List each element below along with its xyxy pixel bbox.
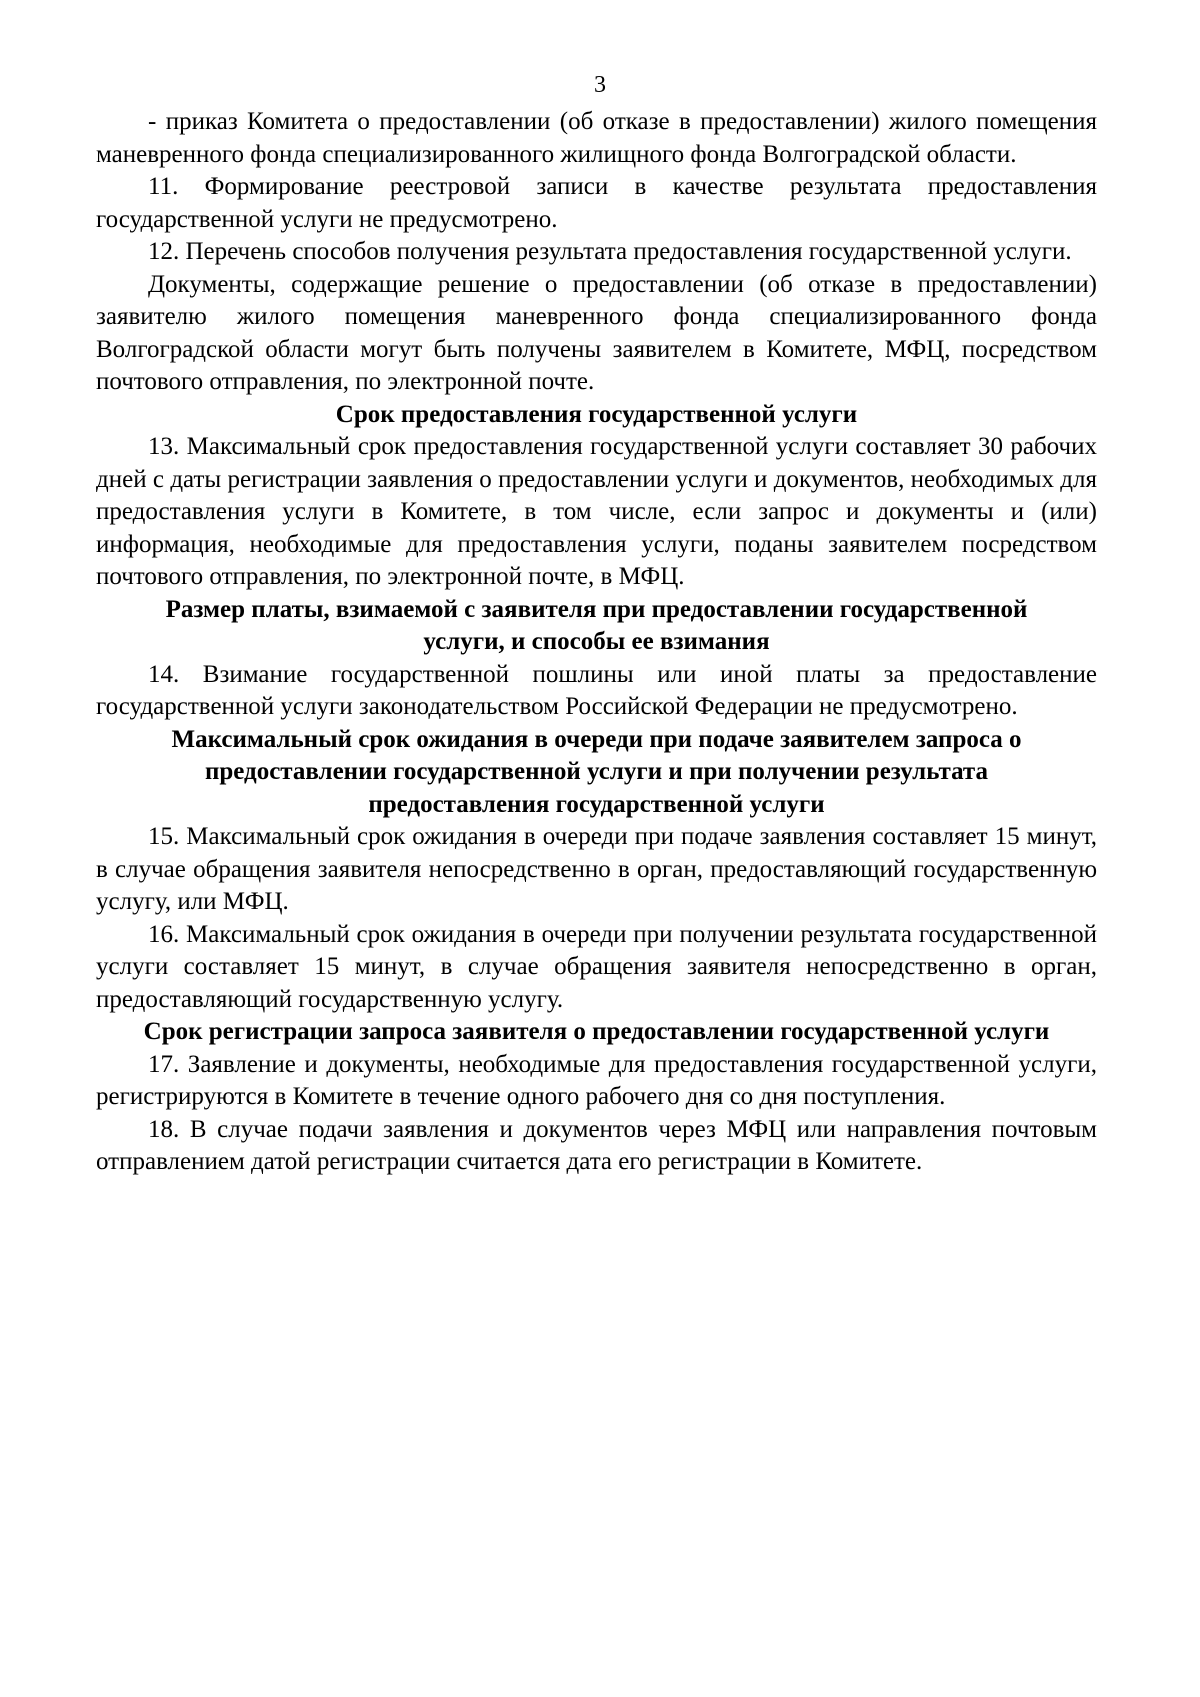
paragraph-18: 18. В случае подачи заявления и документов через МФЦ или направления почтовым отправлением датой регистрации считается дата его регистрации в Комитете. bbox=[96, 1115, 1097, 1175]
paragraph-15: 15. Максимальный срок ожидания в очереди при подаче заявления составляет 15 минут, в случае обращения заявителя непосредственно в орган, предоставляющий государственную услугу, или МФЦ. bbox=[96, 823, 1097, 915]
paragraph-12: 12. Перечень способов получения результата предоставления государственной услуги. bbox=[148, 238, 1072, 265]
section-heading-queue-time: Максимальный срок ожидания в очереди при подаче заявителем запроса о предоставлении государственной услуги и при получении результата предоставления государственной услуги bbox=[171, 725, 1022, 818]
paragraph-order-item: - приказ Комитета о предоставлении (об отказе в предоставлении) жилого помещения маневренного фонда специализированного жилищного фонда Волгоградской области. bbox=[96, 108, 1097, 168]
paragraph-14: 14. Взимание государственной пошлины или иной платы за предоставление государственной услуги законодательством Российской Федерации не предусмотрено. bbox=[96, 660, 1097, 720]
section-heading-service-term: Срок предоставления государственной услуги bbox=[335, 400, 858, 428]
paragraph-documents: Документы, содержащие решение о предоставлении (об отказе в предоставлении) заявителю жилого помещения маневренного фонда специализированного фонда Волгоградской области могут быть получены заявителем в Комитете, МФЦ, посредством почтового отправления, по электронной почте. bbox=[96, 270, 1097, 395]
paragraph-17: 17. Заявление и документы, необходимые для предоставления государственной услуги, регистрируются в Комитете в течение одного рабочего дня со дня поступления. bbox=[96, 1050, 1097, 1110]
paragraph-16: 16. Максимальный срок ожидания в очереди при получении результата государственной услуги составляет 15 минут, в случае обращения заявителя непосредственно в орган, предоставляющий государственную услугу. bbox=[96, 920, 1097, 1013]
page-number: 3 bbox=[594, 72, 606, 98]
document-body bbox=[96, 106, 1097, 1179]
section-heading-fee: Размер платы, взимаемой с заявителя при предоставлении государственной услуги, и способы ее взимания bbox=[165, 595, 1028, 655]
section-heading-registration-term: Срок регистрации запроса заявителя о предоставлении государственной услуги bbox=[143, 1018, 1050, 1045]
paragraph-11: 11. Формирование реестровой записи в качестве результата предоставления государственной услуги не предусмотрено. bbox=[96, 173, 1097, 233]
paragraph-13: 13. Максимальный срок предоставления государственной услуги составляет 30 рабочих дней с даты регистрации заявления о предоставлении услуги и документов, необходимых для предоставления услуги в Комитете, в том числе, если запрос и документы и (или) информация, необходимые для предоставления услуги, поданы заявителем посредством почтового отправления, по электронной почте, в МФЦ. bbox=[96, 433, 1097, 590]
